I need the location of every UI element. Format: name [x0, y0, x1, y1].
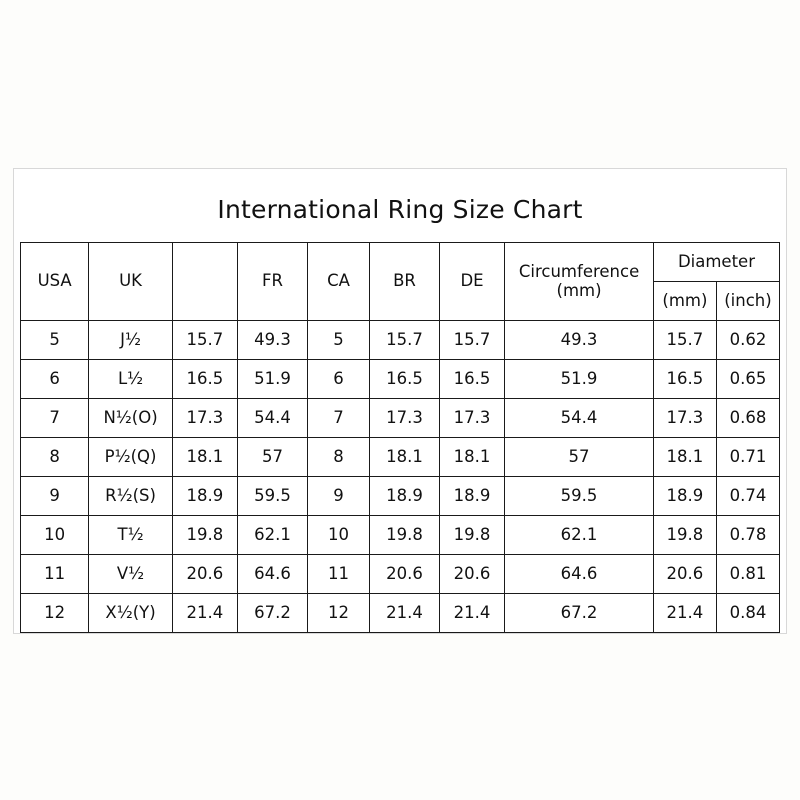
table-row	[21, 360, 780, 399]
cell-br: 18.9	[370, 477, 440, 516]
cell-circumference: 62.1	[505, 516, 654, 555]
col-header-diameter-inch: (inch)	[716, 282, 779, 321]
cell-usa: 7	[21, 399, 89, 438]
table-row	[21, 555, 780, 594]
cell-de: 19.8	[439, 516, 504, 555]
cell-usa: 10	[21, 516, 89, 555]
cell-usa: 8	[21, 438, 89, 477]
table-head	[21, 243, 780, 321]
cell-extra: 18.1	[172, 438, 237, 477]
cell-uk: V½	[89, 555, 172, 594]
page-title: International Ring Size Chart	[217, 195, 583, 224]
col-header-ca: CA	[307, 243, 369, 321]
chart-inner	[20, 175, 780, 627]
cell-circumference: 64.6	[505, 555, 654, 594]
table-row	[21, 438, 780, 477]
cell-de: 21.4	[439, 594, 504, 633]
cell-ca: 12	[307, 594, 369, 633]
cell-circumference: 59.5	[505, 477, 654, 516]
cell-de: 20.6	[439, 555, 504, 594]
cell-fr: 49.3	[238, 321, 308, 360]
cell-diameter-inch: 0.68	[716, 399, 779, 438]
cell-br: 20.6	[370, 555, 440, 594]
col-header-uk: UK	[89, 243, 172, 321]
cell-diameter-mm: 15.7	[653, 321, 716, 360]
cell-diameter-inch: 0.65	[716, 360, 779, 399]
col-header-circumference	[505, 243, 654, 321]
cell-uk: P½(Q)	[89, 438, 172, 477]
table-row	[21, 594, 780, 633]
col-header-blank	[172, 243, 237, 321]
cell-br: 19.8	[370, 516, 440, 555]
table-row	[21, 399, 780, 438]
cell-ca: 8	[307, 438, 369, 477]
cell-de: 15.7	[439, 321, 504, 360]
table-body	[21, 321, 780, 633]
cell-de: 16.5	[439, 360, 504, 399]
col-header-fr: FR	[238, 243, 308, 321]
cell-extra: 15.7	[172, 321, 237, 360]
cell-fr: 54.4	[238, 399, 308, 438]
cell-fr: 59.5	[238, 477, 308, 516]
cell-fr: 67.2	[238, 594, 308, 633]
cell-br: 16.5	[370, 360, 440, 399]
cell-uk: N½(O)	[89, 399, 172, 438]
cell-usa: 6	[21, 360, 89, 399]
cell-ca: 7	[307, 399, 369, 438]
cell-usa: 5	[21, 321, 89, 360]
col-header-de: DE	[439, 243, 504, 321]
table-row	[21, 516, 780, 555]
cell-diameter-mm: 18.9	[653, 477, 716, 516]
table-row	[21, 321, 780, 360]
col-header-usa: USA	[21, 243, 89, 321]
cell-fr: 64.6	[238, 555, 308, 594]
table-row	[21, 477, 780, 516]
cell-circumference: 54.4	[505, 399, 654, 438]
cell-circumference: 67.2	[505, 594, 654, 633]
cell-de: 17.3	[439, 399, 504, 438]
cell-uk: L½	[89, 360, 172, 399]
cell-circumference: 51.9	[505, 360, 654, 399]
cell-diameter-inch: 0.71	[716, 438, 779, 477]
circumference-unit: (mm)	[556, 280, 602, 300]
col-header-diameter: Diameter	[653, 243, 779, 282]
cell-diameter-mm: 21.4	[653, 594, 716, 633]
cell-usa: 12	[21, 594, 89, 633]
col-header-br: BR	[370, 243, 440, 321]
cell-extra: 16.5	[172, 360, 237, 399]
cell-br: 18.1	[370, 438, 440, 477]
cell-fr: 57	[238, 438, 308, 477]
cell-ca: 11	[307, 555, 369, 594]
cell-extra: 19.8	[172, 516, 237, 555]
cell-ca: 6	[307, 360, 369, 399]
cell-extra: 17.3	[172, 399, 237, 438]
cell-usa: 11	[21, 555, 89, 594]
cell-ca: 10	[307, 516, 369, 555]
cell-diameter-inch: 0.81	[716, 555, 779, 594]
cell-usa: 9	[21, 477, 89, 516]
cell-diameter-inch: 0.84	[716, 594, 779, 633]
cell-uk: R½(S)	[89, 477, 172, 516]
ring-size-chart-card	[13, 168, 787, 634]
table-header-row-primary	[21, 243, 780, 282]
cell-de: 18.1	[439, 438, 504, 477]
cell-diameter-mm: 16.5	[653, 360, 716, 399]
cell-fr: 51.9	[238, 360, 308, 399]
cell-br: 17.3	[370, 399, 440, 438]
cell-de: 18.9	[439, 477, 504, 516]
ring-size-table	[20, 242, 780, 633]
cell-circumference: 57	[505, 438, 654, 477]
cell-br: 21.4	[370, 594, 440, 633]
cell-extra: 21.4	[172, 594, 237, 633]
cell-diameter-inch: 0.78	[716, 516, 779, 555]
cell-diameter-mm: 18.1	[653, 438, 716, 477]
circumference-label: Circumference	[518, 261, 640, 281]
cell-diameter-mm: 19.8	[653, 516, 716, 555]
col-header-diameter-mm: (mm)	[653, 282, 716, 321]
cell-diameter-inch: 0.62	[716, 321, 779, 360]
cell-ca: 9	[307, 477, 369, 516]
cell-diameter-mm: 17.3	[653, 399, 716, 438]
cell-fr: 62.1	[238, 516, 308, 555]
cell-extra: 20.6	[172, 555, 237, 594]
cell-uk: J½	[89, 321, 172, 360]
cell-diameter-mm: 20.6	[653, 555, 716, 594]
cell-br: 15.7	[370, 321, 440, 360]
cell-uk: X½(Y)	[89, 594, 172, 633]
cell-circumference: 49.3	[505, 321, 654, 360]
cell-ca: 5	[307, 321, 369, 360]
cell-diameter-inch: 0.74	[716, 477, 779, 516]
cell-extra: 18.9	[172, 477, 237, 516]
cell-uk: T½	[89, 516, 172, 555]
